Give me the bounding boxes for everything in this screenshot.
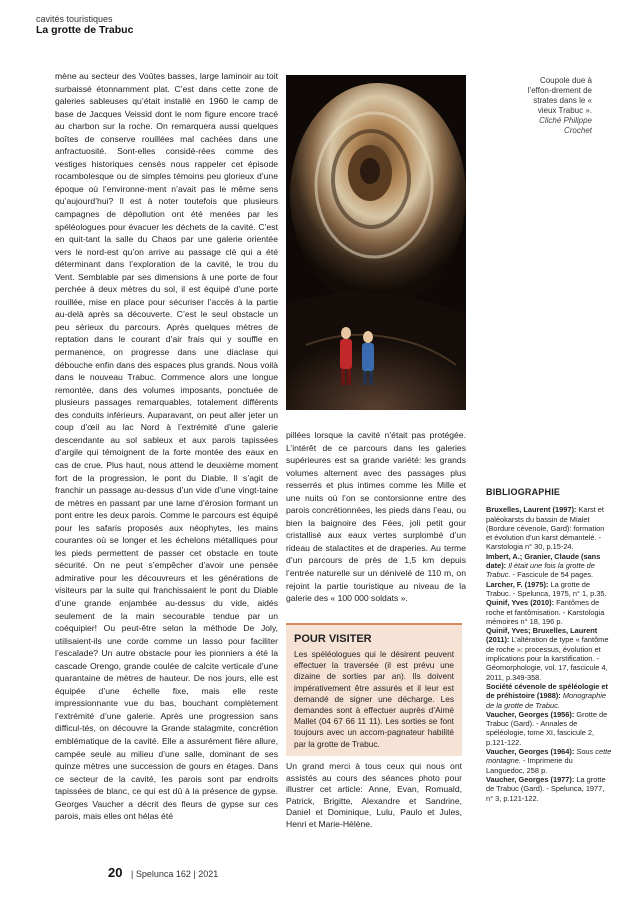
entry-details: Karst et paléokarsts du bassin de Mialet (Bordure cévenole, Gard): formation et évolution d’un karst démantelé. - Karstologia n° 30, p.15-24. <box>486 505 605 552</box>
photo-caption <box>520 76 592 136</box>
bibliography-entry <box>486 598 612 626</box>
bibliography-title: BIBLIOGRAPHIE <box>486 487 561 497</box>
entry-author: Vaucher, Georges (1977): <box>486 774 575 784</box>
entry-author: Imbert, A.; Granier, Claude (sans date): <box>486 551 601 571</box>
entry-details: - Fascicule de 54 pages. <box>512 570 594 580</box>
running-header <box>36 14 133 36</box>
entry-author: Vaucher, Georges (1956): <box>486 709 575 719</box>
body-column-left <box>55 70 278 823</box>
cave-dome-image <box>286 75 466 410</box>
entry-details: Fantômes de roche et fantômisation. - Karstologia mémoires n° 18, 196 p. <box>486 598 605 626</box>
body-column-middle <box>286 429 466 605</box>
page-footer <box>108 865 218 880</box>
publication-info: | Spelunca 162 | 2021 <box>130 869 219 879</box>
article-title: La grotte de Trabuc <box>36 24 134 36</box>
entry-details: La grotte de Trabuc (Gard). - Spelunca, 1977, n° 3, p.121-122. <box>486 774 606 803</box>
entry-author: Bruxelles, Laurent (1997): <box>486 505 577 515</box>
page-number: 20 <box>108 865 123 880</box>
acknowledgements: Un grand merci à tous ceux qui nous ont assistés au cours des séances photo pour illustrer cet article: Anne, Evan, Romuald, Patrick, Brigitte, Alexandre et Sandrine, Daniel et Dominique, Lulu, Paulo et Jules, Henri et Marie-Hélène. <box>286 761 462 829</box>
caption-text: Coupole due à l’effon-drement de strates dans le « vieux Trabuc ». <box>527 76 592 115</box>
entry-author: Quinif, Yves (2010): <box>486 598 555 608</box>
bibliography-entry <box>486 682 612 710</box>
entry-author: Larcher, F. (1975): <box>486 579 549 589</box>
bibliography-entry <box>486 775 612 803</box>
section-kicker: cavités touristiques <box>36 14 113 24</box>
entry-details: La grotte de Trabuc. - Spelunca, 1975, n° 1, p.35. <box>486 579 607 598</box>
bibliography-entry <box>486 747 612 775</box>
paragraph: pillées lorsque la cavité n’était pas protégée. L’intérêt de ce parcours dans les galeries supérieures est sa grande variété: les grands volumes alternent avec des passages plus resserrés et plus intimes comme les Mille et une nuits où l’on se contorsionne entre des parois concrétionnées, les pieds dans l’eau, ou bien la baignoire des Fées, joli petit gour cristallisé aux eaux vertes surplombé d’un rideau de stalactites et de draperies. Au terme d’un parcours de près de 1,5 km depuis l’entrée naturelle sur un dénivelé de 110 m, on rejoint la partie touristique au niveau de la galerie des « 100 000 soldats ». <box>286 430 466 604</box>
bibliography <box>486 488 612 803</box>
entry-author: Société cévenole de spéléologie et de préhistoire (1988): <box>486 681 608 701</box>
paragraph: mène au secteur des Voûtes basses, large laminoir au toit surbaissé étonnamment plat. C’est dans cette zone de galeries sableuses qu’était installé en 1960 le camp de base de Jacques Veissid dont le nom figure encore tracé au charbon sur la roche. On remarquera aussi quelques boîtes de conserve rouillées mal cachées dans une anfractuosité. Sont-elles considé-rées comme des vestiges historiques censés nous rappeler cet épisode rocambolesque ou de simples témoins peu glorieux d’une époque où l’environne-ment n’avait pas le même sens qu’aujourd’hui? Il est à noter toutefois que plusieurs campagnes de dépollution ont été menées par les spéléologues pour évacuer les déchets de la cavité. C’est en quit-tant la salle du Chaos par une galerie orientée vers le nord-est qu’on arrive au passage clé qui a été déterminant dans l’exploration de la cavité, le trou du Vent. Semblable par ses dimensions à une porte de four perchée à deux mètres du sol, il est équipé d’une porte rouillée, mise en place pour sécuriser l’accès à la partie au-delà après sa découverte. C’est le seul obstacle un peu sérieux du parcours. Après quelques mètres de reptation dans le courant d’air frais qui y souffle en permanence, on progresse dans une diaclase qui débouche enfin dans des espaces plus grands. Nous voilà dans le nouveau Trabuc. Commence alors une longue remontée, dans des volumes imposants, ponctuée de plusieurs passages remarquables, totalement différents des conduits inférieurs. Auparavant, on peut aller jeter un coup d’œil au lac Nord à l’extrémité d’une galerie descendante au sol sableux et aux parois tapissées d’argile qui témoignent de la forte montée des eaux en cas de crue. Plus haut, nous attend le deuxième moment fort de la progression, le pont du Diable. Il s’agit de franchir un passage au-dessus d’un vide d’une vingt-taine de mètres en passant par une lame d’érosion formant un pont entre les deux parois. Comme le parcours est équipé pour les safaris proposés aux néophytes, les mains courantes où se longer et les échelons métalliques pour les pieds permettent de passer cet obstacle en toute sécurité. On ne peut s’empêcher d’avoir une pensée admirative pour les découvreurs et les générations de visiteurs par la suite qui franchissaient le pont du Diable d’une grande enjambée au-dessus du vide, aidés seulement de la main secourable tendue par un coéquipier! Ou peut-être selon la méthode De Joly, utilisaient-ils une corde comme un lasso pour faciliter l’escalade? Un autre obstacle pour les pionniers a été la cascade Orengo, grande coulée de calcite verticale d’une quarantaine de mètres de hauteur. De nos jours, elle est équipée d’une échelle fixe, mais elle reste impressionnante vue du bas, bouchant complètement l’extrémité d’une galerie. Après une progression sans difficul-tés, on découvre la Grande stalagmite, concrétion emblématique de la cavité. Elle a assurément fière allure, campée seule au milieu d’une salle, dominant de ses quinze mètres une succession de gours en étages. Dans ce secteur de la cavité, les parois sont par endroits tapissées de blanc, ce qui est dû à la présence de gypse. Georges Vaucher a décrit des fleurs de gypse sur ces parois, mais elles ont hélas été <box>55 71 278 822</box>
entry-author: Vaucher, Georges (1964): <box>486 747 575 757</box>
photo-credit: Cliché Philippe Crochet <box>539 116 592 135</box>
bibliography-entry <box>486 710 612 747</box>
cave-photo <box>286 75 466 410</box>
visit-box-title: POUR VISITER <box>294 633 372 645</box>
visit-box-text: Les spéléologues qui le désirent peuvent effectuer la traversée (il est prévu une dizaine de sorties par an). Ils doivent impérativement être assurés et il leur est demandé de signer une décharge. Les demandes sont à effectuer auprès d’Aimé Mallet (04 67 66 11 11). Les sorties se font toujours avec un accom-pagnateur habilité par la grotte de Trabuc. <box>294 649 454 749</box>
entry-title: Monographie de la grotte de Trabuc. <box>486 691 606 710</box>
entry-author: Quinif, Yves; Bruxelles, Laurent (2011): <box>486 626 598 645</box>
bibliography-entry <box>486 580 612 599</box>
visit-info-box <box>286 623 462 756</box>
entry-title: Sous cette montagne. <box>486 747 612 766</box>
bibliography-entry <box>486 626 612 682</box>
bibliography-entry <box>486 552 612 580</box>
entry-details: L’altération de type « fantôme de roche »: processus, évolution et implications pour la karstification. - Géomorphologie, vol. 17, fascicule 4, 2011, p.349-358. <box>486 635 609 682</box>
bibliography-entry <box>486 505 612 551</box>
entry-details: Grotte de Trabuc (Gard). - Annales de spéléologie, tome XI, fascicule 2, p.121-122. <box>486 709 608 747</box>
entry-details: - Imprimerie du Languedoc, 258 p. <box>486 756 573 775</box>
entry-title: Il était une fois la grotte de Trabuc. <box>486 561 595 580</box>
